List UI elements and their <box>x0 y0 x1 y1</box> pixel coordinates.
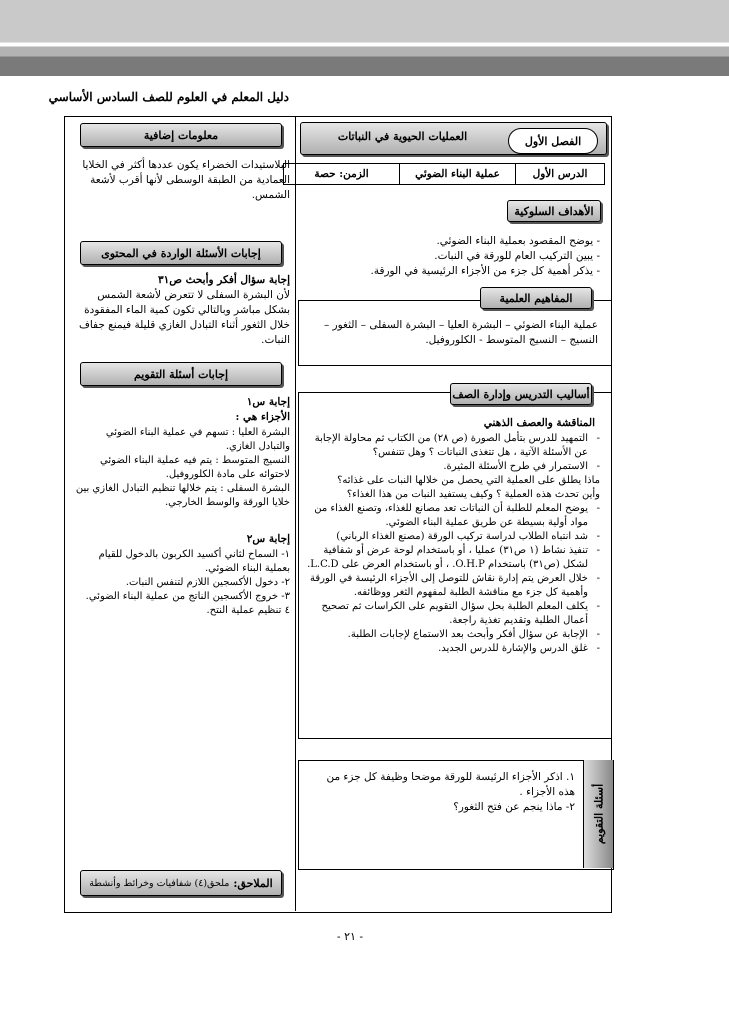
objective-item: - يبين التركيب العام للورقة في النبات. <box>434 250 600 262</box>
chapter-label: الفصل الأول <box>524 134 582 148</box>
q1-answers <box>72 426 290 510</box>
method-item: - يوضح المعلم للطلبة أن النباتات تعد مصانع للغذاء، وتصنع الغذاء من مواد أولية بسيطة عن طريق عملية البناء الضوئي. <box>300 502 600 530</box>
method-question: ماذا يطلق على العملية التي يحصل من خلالها النبات على غذائه؟ <box>337 475 600 486</box>
top-decorative-bar <box>0 0 729 76</box>
q1-title: إجابة س١ <box>246 396 290 408</box>
method-item: - التمهيد للدرس بتأمل الصورة (ص ٢٨) من الكتاب ثم محاولة الإجابة عن الأسئلة الآتية ، هل تتغذى النباتات ؟ وهل تتنفس؟ <box>300 432 600 460</box>
evaluation-side-text: أسئلة التقويم <box>592 783 605 845</box>
lesson-number: الدرس الأول <box>515 164 604 184</box>
q2-title: إجابة س٢ <box>246 533 290 545</box>
concepts-title-text: المفاهيم العلمية <box>499 291 573 305</box>
extra-info-title <box>80 123 282 147</box>
method-item: - يكلف المعلم الطلبة بحل سؤال التقويم على الكراسات ثم تصحيح أعمال الطلبة وتقديم تغذية راجعة. <box>300 600 600 628</box>
method-item: - الإجابة عن سؤال أفكر وأبحث بعد الاستماع لإجابات الطلبة. <box>300 628 600 642</box>
q1-answer-line: النسيج المتوسط : يتم فيه عملية البناء الضوئي لاحتوائه على مادة الكلوروفيل. <box>100 455 290 480</box>
evaluation-answers-title-text: إجابات أسئلة التقويم <box>133 367 229 381</box>
method-item: - تنفيذ نشاط (١ ص٣١) عمليا ، أو باستخدام لوحة عرض أو شفافية لشكل (ص٣١) باستخدام O.H.P. ، أو باستخدام العرض على L.C.D. <box>300 544 600 572</box>
extra-info-title-text: معلومات إضافية <box>143 128 219 142</box>
appendix-text: ملحق(٤) شفافيات وخرائط وأنشطة <box>89 877 230 889</box>
evaluation-question: ١. اذكر الأجزاء الرئيسة للورقة موضحا وظيفة كل جزء من هذه الأجزاء . <box>326 771 575 798</box>
unit-title: العمليات الحيوية في النباتات <box>337 130 468 143</box>
evaluation-side-label <box>583 760 613 868</box>
method-question: وأين تحدث هذه العملية ؟ وكيف يستفيد النبات من هذا الغذاء؟ <box>346 489 600 500</box>
page-number: - ٢١ - <box>336 930 364 943</box>
discussion-title: المناقشة والعصف الذهني <box>483 417 595 429</box>
q1-answer-line: البشرة العليا : تسهم في عملية البناء الضوئي والتبادل الغازي. <box>105 427 290 452</box>
lesson-title: عملية البناء الضوئي <box>399 164 515 184</box>
q2-answer-line: ٤ تنظيم عملية النتح. <box>206 605 290 616</box>
concepts-text: عملية البناء الضوئي – البشرة العليا – البشرة السفلى – الثغور – النسيج – النسيج المتوسط - الكلوروفيل. <box>323 319 598 346</box>
method-item: - غلق الدرس والإشارة للدرس الجديد. <box>300 642 600 656</box>
appendix-box <box>80 870 282 896</box>
evaluation-questions <box>310 770 575 815</box>
evaluation-answers-title <box>80 362 282 386</box>
concepts-title <box>480 287 592 309</box>
think-answer: لأن البشرة السفلى لا تتعرض لأشعة الشمس بشكل مباشر وبالتالي تكون كمية الماء المفقودة خلال الثغور أثناء التبادل الغازي قليلة فيمنع جفاف النبات. <box>78 289 290 346</box>
q2-answer-line: ٢- دخول الأكسجين اللازم لتنفس النبات. <box>125 577 290 588</box>
content-answers-title-text: إجابات الأسئلة الواردة في المحتوى <box>101 246 261 260</box>
content-answers-title <box>80 241 282 265</box>
extra-info-text: البلاستيدات الخضراء يكون عددها أكثر في الخلايا العمادية من الطبقة الوسطى لأنها أقرب لأشعة الشمس. <box>82 159 290 201</box>
lesson-info-table <box>283 163 605 185</box>
document-title: دليل المعلم في العلوم للصف السادس الأساسي <box>48 90 289 104</box>
method-item: - خلال العرض يتم إدارة نقاش للتوصل إلى الأجزاء الرئيسة في الورقة وأهمية كل جزء مع مناقشة الطلبة لمفهوم الثغر ووظائفه. <box>300 572 600 600</box>
q1-answer-line: البشرة السفلى : يتم خلالها تنظيم التبادل الغازي بين خلايا الورقة والوسط الخارجي. <box>75 483 290 508</box>
chapter-badge <box>508 128 598 154</box>
objective-item: - يذكر أهمية كل جزء من الأجزاء الرئيسية في الورقة. <box>370 265 600 277</box>
methods-title <box>450 383 592 405</box>
objectives-title-text: الأهداف السلوكية <box>514 204 594 218</box>
objectives-title <box>507 200 601 222</box>
objective-item: - يوضح المقصود بعملية البناء الضوئي. <box>436 235 600 247</box>
methods-list <box>300 432 600 656</box>
method-item: - الاستمرار في طرح الأسئلة المثيرة. <box>300 460 600 474</box>
evaluation-question: ٢- ماذا ينجم عن فتح الثغور؟ <box>453 801 575 813</box>
q2-answer-line: ٣- خروج الأكسجين الناتج من عملية البناء الضوئي. <box>85 591 290 602</box>
objectives-list <box>300 234 600 279</box>
methods-title-text: أساليب التدريس وإدارة الصف <box>452 387 590 401</box>
appendix-label: الملاحق: <box>233 876 273 890</box>
method-item: - شد انتباه الطلاب لدراسة تركيب الورقة (مصنع الغذاء الرباني) <box>300 530 600 544</box>
q1-parts-title: الأجزاء هي : <box>235 411 290 423</box>
think-title: إجابة سؤال أفكر وأبحث ص٣١ <box>157 274 290 286</box>
lesson-time: الزمن: حصة <box>314 168 369 180</box>
q2-answers <box>72 548 290 618</box>
column-divider <box>295 116 296 911</box>
q2-answer-line: ١- السماح لثاني أكسيد الكربون بالدخول للقيام بعملية البناء الضوئي. <box>98 549 290 574</box>
